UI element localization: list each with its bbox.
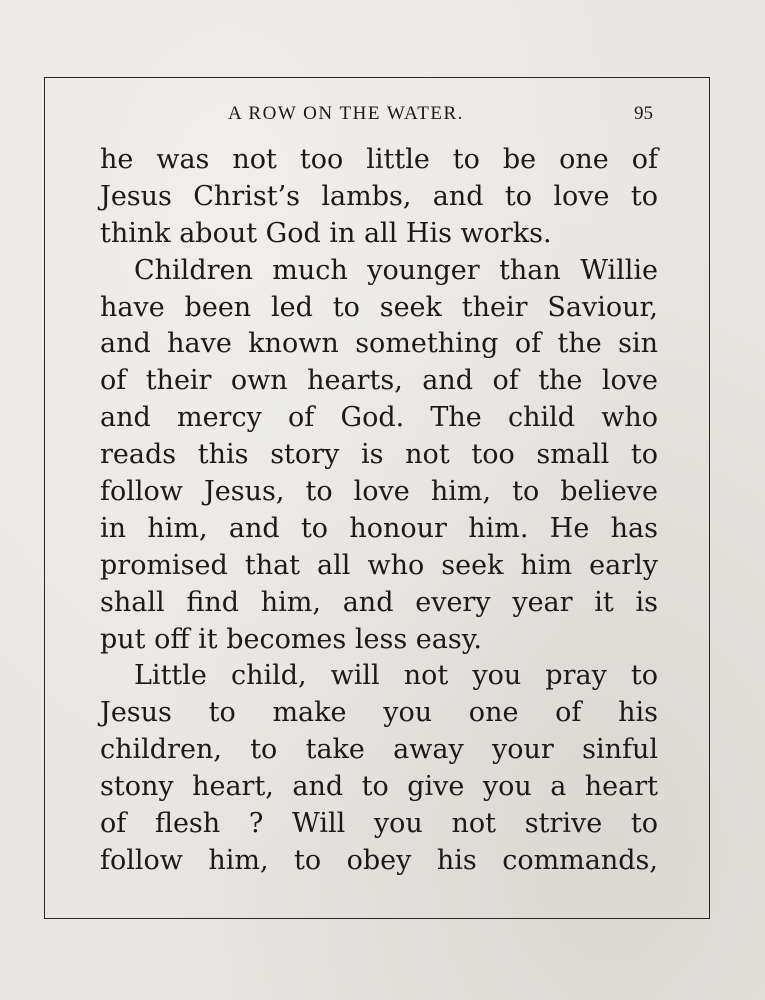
text-line: think about God in all His works.	[100, 217, 552, 249]
text-line: follow Jesus, to love him, to believe	[100, 476, 658, 508]
text-line: and have known something of the sin	[100, 328, 658, 360]
body-text	[100, 142, 658, 880]
text-line: reads this story is not too small to	[100, 439, 658, 471]
text-line: of their own hearts, and of the love	[100, 365, 658, 397]
text-line: Children much younger than Willie	[134, 254, 658, 286]
text-line: he was not too little to be one of	[100, 144, 658, 175]
text-line: children, to take away your sinful	[100, 734, 658, 766]
text-line: stony heart, and to give you a heart	[100, 771, 658, 803]
text-line: promised that all who seek him early	[100, 549, 658, 581]
text-line: in him, and to honour him. He has	[100, 512, 658, 544]
text-line: Jesus Christ’s lambs, and to love to	[100, 180, 658, 212]
running-title: A ROW ON THE WATER.	[228, 103, 464, 124]
text-line: Jesus to make you one of his	[100, 697, 658, 729]
page-number: 95	[634, 103, 653, 124]
text-line: follow him, to obey his commands,	[100, 844, 658, 876]
text-line: have been led to seek their Saviour,	[100, 291, 658, 323]
text-line: Little child, will not you pray to	[134, 660, 658, 692]
text-line: and mercy of God. The child who	[100, 402, 658, 434]
text-line: put off it becomes less easy.	[100, 623, 482, 655]
text-line: of flesh ? Will you not strive to	[100, 808, 658, 840]
running-head	[0, 103, 765, 129]
text-line: shall find him, and every year it is	[100, 586, 658, 618]
